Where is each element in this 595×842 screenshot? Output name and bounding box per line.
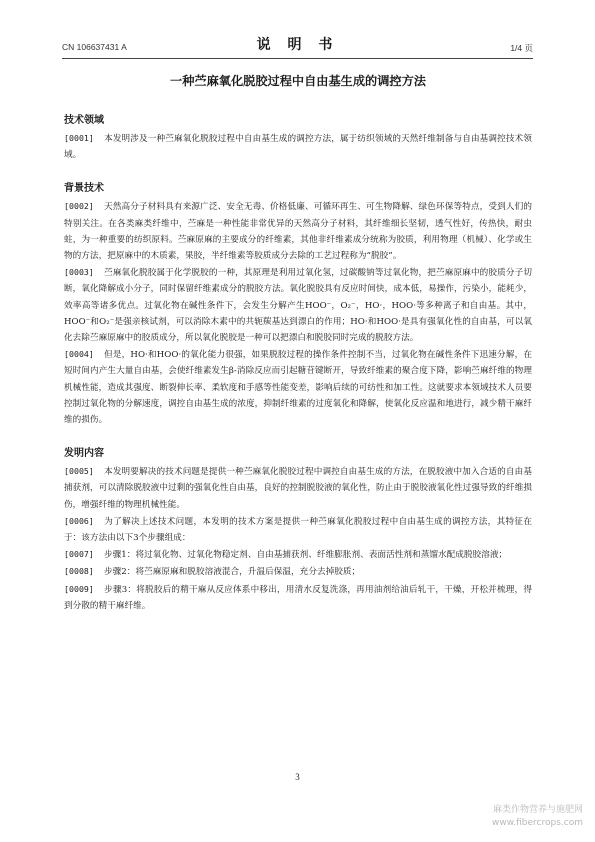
page-number: 3 — [295, 772, 300, 782]
paragraph-number: [0002] — [64, 201, 94, 212]
paragraph — [64, 546, 532, 563]
paragraph-number: [0009] — [64, 583, 94, 594]
watermark-site-name: 麻类作物营养与施肥网 — [492, 805, 583, 815]
section-technical-field — [64, 111, 532, 163]
paragraph-text: 步骤1：将过氧化物、过氧化物稳定剂、自由基捕获剂、纤维膨胀剂、表面活性剂和蒸馏水配成脱胶溶液； — [104, 550, 508, 561]
paragraph-text: 本发明涉及一种苎麻氧化脱胶过程中自由基生成的调控方法，属于纺织领域的天然纤维制备与自由基调控技术领域。 — [64, 134, 532, 161]
section-heading: 背景技术 — [64, 183, 104, 195]
paragraph-number: [0006] — [64, 515, 94, 526]
paragraph — [64, 346, 532, 428]
paragraph-number: [0003] — [64, 267, 94, 278]
section-background — [64, 179, 532, 428]
paragraph — [64, 264, 532, 346]
paragraph-number: [0004] — [64, 349, 94, 360]
header-divider — [62, 58, 533, 59]
site-watermark — [492, 804, 583, 830]
paragraph-number: [0007] — [64, 549, 94, 560]
section-invention-content — [64, 444, 532, 614]
paragraph-number: [0008] — [64, 566, 94, 577]
paragraph-text: 为了解决上述技术问题，本发明的技术方案是提供一种苎麻氧化脱胶过程中自由基生成的调控方法，其特征在于：该方法由以下3个步骤组成： — [64, 516, 532, 544]
document-type: 说 明 书 — [256, 37, 339, 53]
paragraph-text: 步骤3：将脱胶后的精干麻从反应体系中移出，用清水反复洗涤，再用油剂给油后轧干，干燥，开松并梳理，得到分散的精干麻纤维。 — [64, 584, 532, 611]
paragraph-text: 苎麻氧化脱胶属于化学脱胶的一种，其原理是利用过氧化氢，过碳酸钠等过氧化物，把苎麻原麻中的胶质分子切断，氧化降解成小分子，同时保留纤维素成分的脱胶方法。氧化脱胶具有反应时间快，成本低，易操作，污染小，能耗少，效率高等诸多优点。过氧化物在碱性条件下，会发生分解产生HOO⁻，O₂⁻，HO·，HOO·等多种离子和自由基。其中，HOO⁻和O₂⁻是强亲核试剂，可以消除木素中的共轭羰基达到漂白的作用；HO·和HOO·是具有强氧化性的自由基，可以氧化去除苎麻原麻中的胶质成分，所以氧化脱胶是一种可以把漂白和脱胶同时完成的脱胶方法。 — [64, 268, 532, 344]
section-heading: 技术领域 — [64, 115, 104, 126]
document-title: 一种苎麻氧化脱胶过程中自由基生成的调控方法 — [170, 74, 426, 88]
paragraph-number: [0001] — [64, 133, 94, 143]
paragraph — [64, 513, 532, 546]
section-heading: 发明内容 — [64, 448, 104, 460]
paragraph — [64, 581, 532, 614]
paragraph-number: [0005] — [64, 466, 94, 477]
page-header — [62, 30, 533, 56]
patent-number: CN 106637431 A — [62, 42, 127, 52]
paragraph-text: 步骤2：将苎麻原麻和脱胶溶液混合，升温后保温，充分去掉胶质； — [104, 567, 361, 578]
paragraph-text: 天然高分子材料具有来源广泛、安全无毒、价格低廉、可循环再生、可生物降解、绿色环保等特点，受到人们的特别关注。在各类麻类纤维中，苎麻是一种性能非常优异的天然高分子材料，其纤维细长坚韧，透气性好，传热快，耐虫蛀，为一种重要的纺织原料。苎麻原麻的主要成分的纤维素，其他非纤维素成分统称为胶质，利用物理（机械）、化学或生物的方法，把原麻中的木质素，果胶，半纤维素等胶质成分去除的工艺过程称为“脱胶”。 — [64, 202, 532, 262]
page-indicator: 1/4 页 — [510, 43, 533, 53]
paragraph — [64, 130, 532, 163]
paragraph-text: 但是，HO·和HOO·的氧化能力很强，如果脱胶过程的操作条件控制不当，过氧化物在碱性条件下迅速分解，在短时间内产生大量自由基，会使纤维素发生β-消除反应而引起糖苷键断开，导致纤维素的聚合度下降，影响苎麻纤维的物理机械性能，造成其强度、断裂伸长率、柔软度和手感等性能变差，影响后续的可纺性和加工性。这就要求本领域技术人员要控制过氧化物的分解速度，调控自由基生成的浓度，抑制纤维素的过度氧化和降解，使氧化反应温和地进行，减少精干麻纤维的损伤。 — [64, 350, 532, 426]
paragraph — [64, 463, 532, 513]
document-body — [64, 72, 532, 630]
paragraph — [64, 198, 532, 264]
paragraph — [64, 563, 532, 580]
paragraph-text: 本发明要解决的技术问题是提供一种苎麻氧化脱胶过程中调控自由基生成的方法，在脱胶液中加入合适的自由基捕获剂，可以清除脱胶液中过剩的强氧化性自由基，良好的控制脱胶液的氧化性，防止由于脱胶液氧化性过强导致的纤维损伤，增强纤维的物理机械性能。 — [64, 467, 532, 510]
watermark-site-url: www.fibercrops.com — [492, 818, 583, 828]
